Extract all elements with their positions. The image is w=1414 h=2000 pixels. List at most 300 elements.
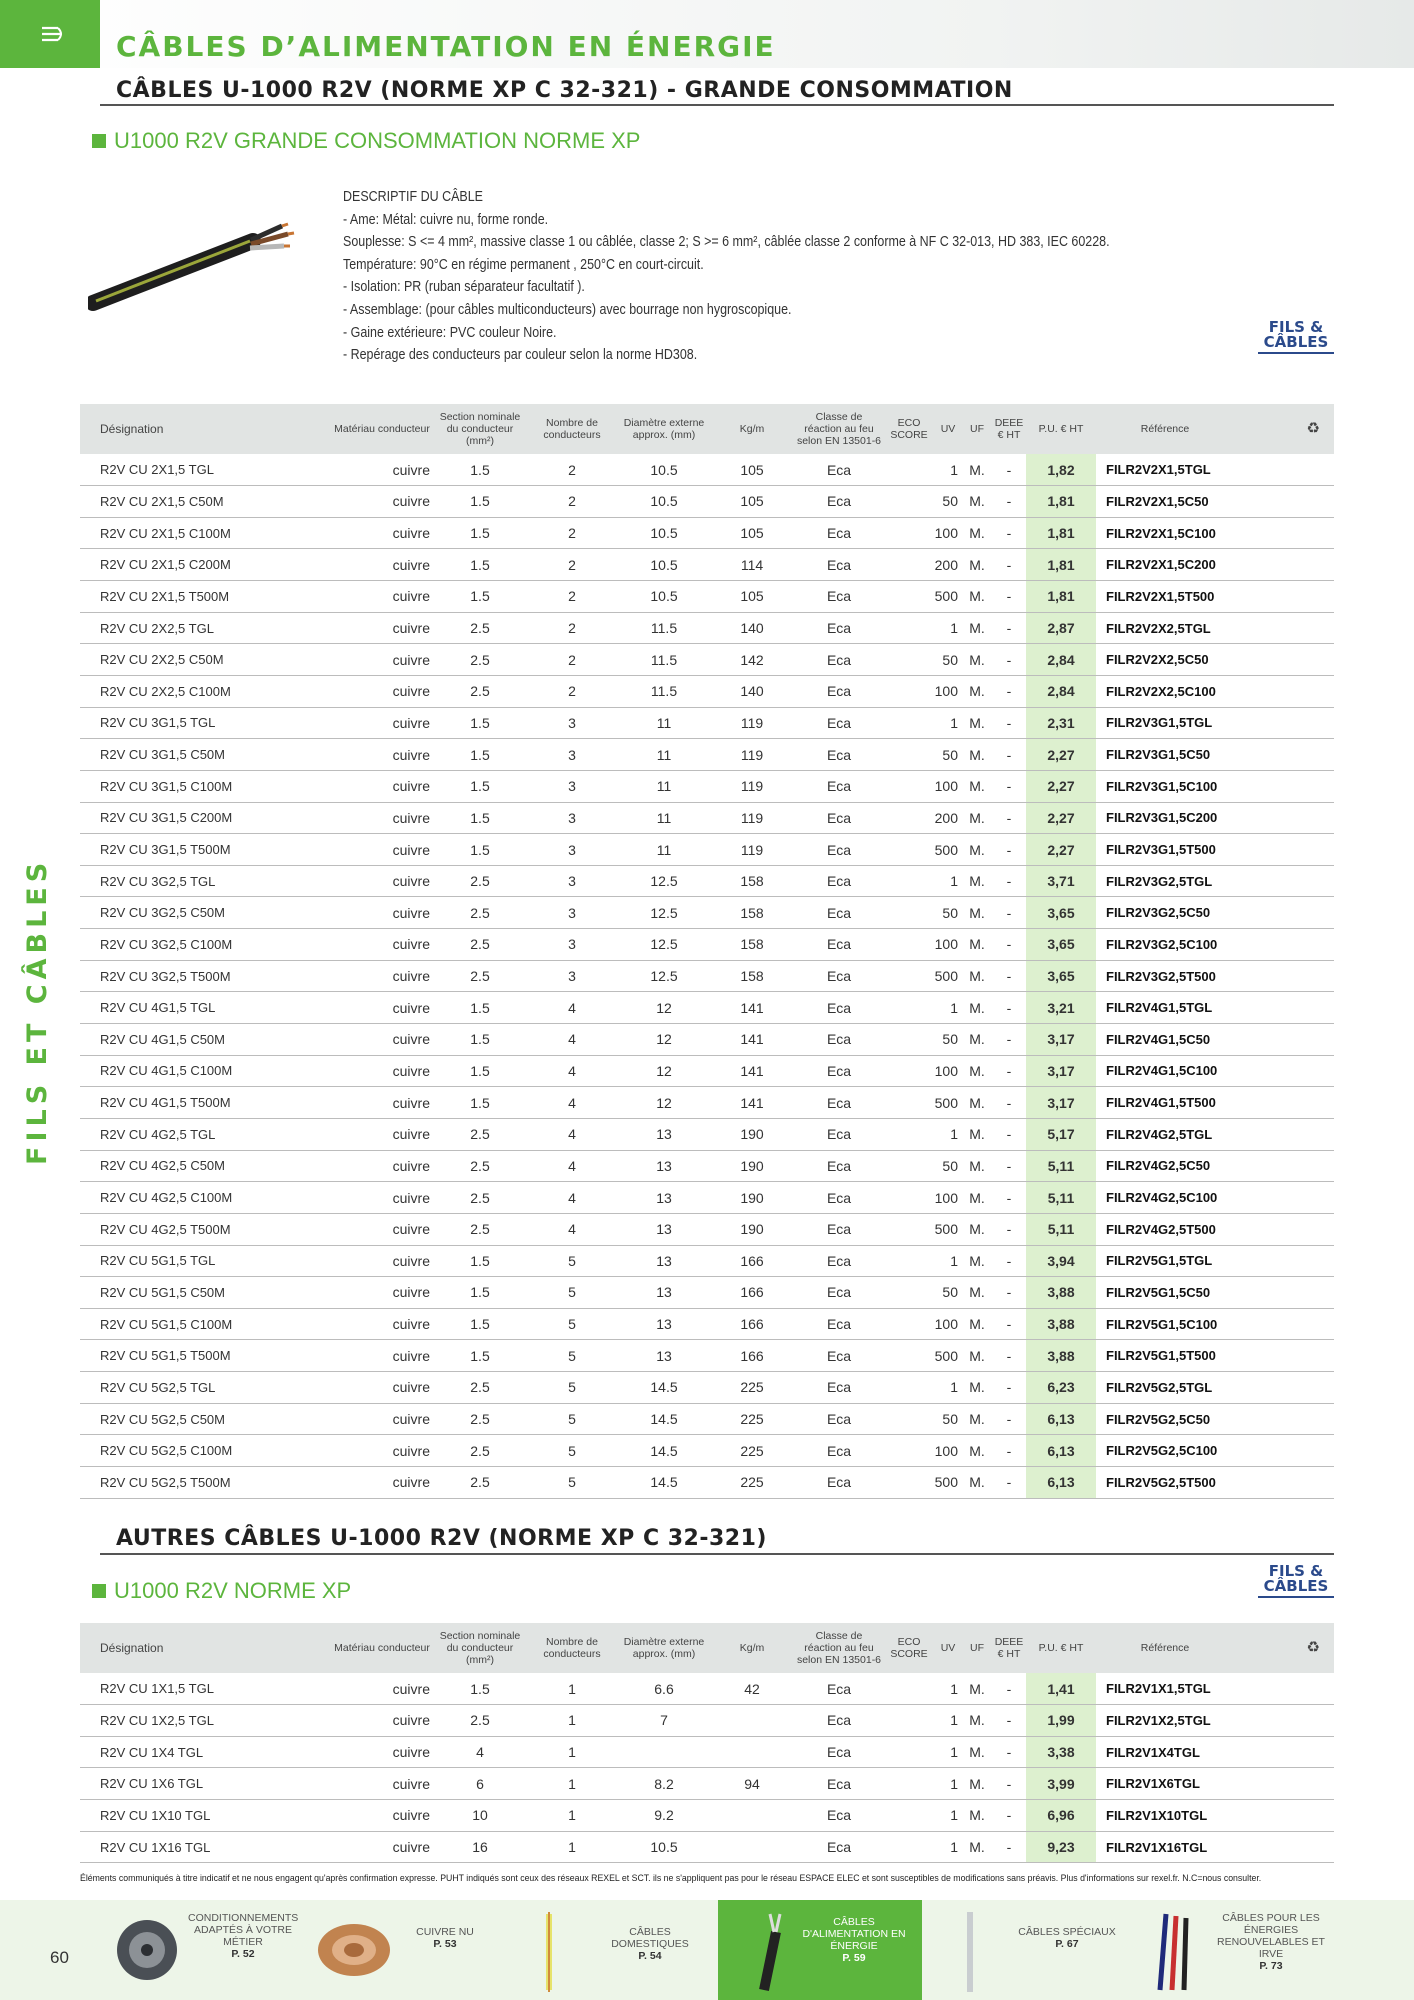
cell-reference: FILR2V2X2,5TGL: [1096, 612, 1234, 644]
table-row: [80, 802, 1334, 834]
cell-deee: -: [992, 486, 1026, 518]
table-row: [80, 1768, 1334, 1800]
cell-material: cuivre: [330, 1467, 434, 1499]
cell-eco-score: [884, 897, 934, 929]
cell-material: cuivre: [330, 1673, 434, 1705]
cell-fire-class: Eca: [794, 644, 884, 676]
col-eco-score: ECO SCORE: [884, 404, 934, 454]
nav-label: CÂBLES POUR LES ÉNERGIES RENOUVELABLES ET IRVE: [1217, 1912, 1325, 1960]
cell-material: cuivre: [330, 992, 434, 1024]
col-section: Section nominale du conducteur (mm²): [434, 404, 526, 454]
cell-reference: FILR2V1X2,5TGL: [1096, 1705, 1234, 1737]
cell-fire-class: Eca: [794, 1403, 884, 1435]
cell-deee: -: [992, 1150, 1026, 1182]
cell-uf: M.: [962, 1673, 992, 1705]
table-row: [80, 1673, 1334, 1705]
description-line: - Assemblage: (pour câbles multiconducteurs) avec bourrage non hygroscopique.: [343, 301, 792, 318]
col-material: Matériau conducteur: [330, 1623, 434, 1673]
cell-eco-score: [884, 1150, 934, 1182]
cell-empty: [1234, 1150, 1334, 1182]
disclaimer-footnote: Éléments communiqués à titre indicatif et ne nous engagent qu'après confirmation expresse. PUHT indiqués sont ceux des réseaux REXEL et SCT. ils ne s'appliquent pas pour le réseau ESPACE ELEC et sont susceptibles de modifications sans préavis. Plus d'informations sur rexel.fr. N.C=nous consulter.: [80, 1873, 1262, 1884]
cell-uf: M.: [962, 486, 992, 518]
col-uf: UF: [962, 1623, 992, 1673]
col-conductors: Nombre de conducteurs: [526, 1623, 618, 1673]
cell-empty: [1234, 739, 1334, 771]
cell-conductors: 3: [526, 929, 618, 961]
square-bullet-icon: [92, 1584, 106, 1598]
nav-cables-speciaux[interactable]: [922, 1900, 1122, 2000]
cell-price: 1,99: [1026, 1705, 1096, 1737]
cell-uv: 1: [934, 1673, 962, 1705]
cell-reference: FILR2V2X1,5TGL: [1096, 454, 1234, 486]
cell-uv: 500: [934, 581, 962, 613]
cell-eco-score: [884, 1340, 934, 1372]
cell-diameter: 8.2: [618, 1768, 710, 1800]
cell-diameter: 12.5: [618, 865, 710, 897]
cell-section: 2.5: [434, 897, 526, 929]
cell-conductors: 3: [526, 897, 618, 929]
cell-section: 2.5: [434, 1213, 526, 1245]
cell-uf: M.: [962, 1182, 992, 1214]
recycle-icon: ♻: [1234, 1623, 1334, 1673]
cell-uv: 200: [934, 549, 962, 581]
cell-reference: FILR2V4G2,5C100: [1096, 1182, 1234, 1214]
cell-price: 6,13: [1026, 1403, 1096, 1435]
cell-designation: R2V CU 3G1,5 C100M: [80, 770, 330, 802]
cell-uv: 50: [934, 644, 962, 676]
cell-material: cuivre: [330, 1308, 434, 1340]
table-row: [80, 897, 1334, 929]
cell-kgm: 166: [710, 1245, 794, 1277]
cell-uv: 100: [934, 1308, 962, 1340]
cell-material: cuivre: [330, 454, 434, 486]
cell-designation: R2V CU 5G1,5 TGL: [80, 1245, 330, 1277]
table-row: [80, 1403, 1334, 1435]
table-row: [80, 1340, 1334, 1372]
cell-reference: FILR2V5G1,5TGL: [1096, 1245, 1234, 1277]
cell-section: 1.5: [434, 834, 526, 866]
cell-reference: FILR2V1X16TGL: [1096, 1831, 1234, 1863]
cell-conductors: 5: [526, 1372, 618, 1404]
col-eco-score: ECO SCORE: [884, 1623, 934, 1673]
cell-designation: R2V CU 5G2,5 C100M: [80, 1435, 330, 1467]
cell-uf: M.: [962, 1372, 992, 1404]
cell-conductors: 1: [526, 1768, 618, 1800]
cell-fire-class: Eca: [794, 960, 884, 992]
cell-section: 6: [434, 1768, 526, 1800]
nav-label: CÂBLES SPÉCIAUX: [1018, 1926, 1116, 1938]
cell-empty: [1234, 1277, 1334, 1309]
cell-designation: R2V CU 2X1,5 C50M: [80, 486, 330, 518]
cell-deee: -: [992, 581, 1026, 613]
cell-fire-class: Eca: [794, 1245, 884, 1277]
cell-material: cuivre: [330, 1705, 434, 1737]
cell-deee: -: [992, 802, 1026, 834]
cell-diameter: 14.5: [618, 1403, 710, 1435]
nav-label: CUIVRE NU: [416, 1926, 474, 1938]
cell-conductors: 1: [526, 1736, 618, 1768]
cell-material: cuivre: [330, 897, 434, 929]
cell-conductors: 4: [526, 1055, 618, 1087]
cell-deee: -: [992, 1245, 1026, 1277]
col-uv: UV: [934, 1623, 962, 1673]
cell-designation: R2V CU 1X10 TGL: [80, 1800, 330, 1832]
cell-conductors: 4: [526, 1118, 618, 1150]
cell-uf: M.: [962, 454, 992, 486]
cell-eco-score: [884, 865, 934, 897]
cell-material: cuivre: [330, 1340, 434, 1372]
cell-fire-class: Eca: [794, 802, 884, 834]
cell-fire-class: Eca: [794, 612, 884, 644]
cell-price: 2,27: [1026, 770, 1096, 802]
cell-material: cuivre: [330, 1055, 434, 1087]
cell-fire-class: Eca: [794, 675, 884, 707]
cell-designation: R2V CU 3G2,5 C50M: [80, 897, 330, 929]
cell-kgm: [710, 1800, 794, 1832]
cell-empty: [1234, 1055, 1334, 1087]
cell-uf: M.: [962, 770, 992, 802]
cell-deee: -: [992, 454, 1026, 486]
cell-material: cuivre: [330, 1800, 434, 1832]
cell-deee: -: [992, 1800, 1026, 1832]
table-row: [80, 1182, 1334, 1214]
cell-uf: M.: [962, 1768, 992, 1800]
cell-price: 1,81: [1026, 486, 1096, 518]
cell-reference: FILR2V5G2,5TGL: [1096, 1372, 1234, 1404]
cell-eco-score: [884, 581, 934, 613]
cell-conductors: 3: [526, 834, 618, 866]
cell-material: cuivre: [330, 1403, 434, 1435]
cell-price: 3,21: [1026, 992, 1096, 1024]
cell-conductors: 3: [526, 865, 618, 897]
col-uf: UF: [962, 404, 992, 454]
cell-empty: [1234, 1340, 1334, 1372]
cell-designation: R2V CU 4G1,5 C100M: [80, 1055, 330, 1087]
cell-fire-class: Eca: [794, 1467, 884, 1499]
cell-kgm: 225: [710, 1435, 794, 1467]
cell-deee: -: [992, 1182, 1026, 1214]
cell-material: cuivre: [330, 1087, 434, 1119]
cell-fire-class: Eca: [794, 1673, 884, 1705]
cell-material: cuivre: [330, 1736, 434, 1768]
cell-section: 1.5: [434, 1673, 526, 1705]
table-row: [80, 1118, 1334, 1150]
domestic-cable-icon: [540, 1912, 560, 1992]
cell-diameter: 10.5: [618, 454, 710, 486]
cell-reference: FILR2V3G2,5T500: [1096, 960, 1234, 992]
cell-deee: -: [992, 1277, 1026, 1309]
table-header-row: [80, 1623, 1334, 1673]
cell-price: 3,17: [1026, 1055, 1096, 1087]
cell-reference: FILR2V2X1,5C100: [1096, 517, 1234, 549]
cell-uf: M.: [962, 897, 992, 929]
cell-kgm: 140: [710, 675, 794, 707]
cell-kgm: 141: [710, 992, 794, 1024]
cell-diameter: 13: [618, 1150, 710, 1182]
cell-empty: [1234, 1245, 1334, 1277]
cell-kgm: 105: [710, 486, 794, 518]
cell-fire-class: Eca: [794, 865, 884, 897]
cell-deee: -: [992, 1340, 1026, 1372]
cell-kgm: 119: [710, 834, 794, 866]
col-price: P.U. € HT: [1026, 404, 1096, 454]
cell-reference: FILR2V3G1,5T500: [1096, 834, 1234, 866]
cell-reference: FILR2V2X2,5C100: [1096, 675, 1234, 707]
cell-uf: M.: [962, 960, 992, 992]
cell-conductors: 1: [526, 1673, 618, 1705]
cell-kgm: 190: [710, 1150, 794, 1182]
table-row: [80, 675, 1334, 707]
cable-icon: [40, 24, 66, 44]
cell-price: 3,88: [1026, 1277, 1096, 1309]
cell-price: 5,11: [1026, 1150, 1096, 1182]
special-cable-icon: [962, 1912, 978, 1992]
cell-empty: [1234, 1182, 1334, 1214]
cell-uf: M.: [962, 1435, 992, 1467]
cell-uf: M.: [962, 1055, 992, 1087]
cell-fire-class: Eca: [794, 1118, 884, 1150]
cell-section: 2.5: [434, 1150, 526, 1182]
table-row: [80, 517, 1334, 549]
cell-kgm: 190: [710, 1182, 794, 1214]
cell-kgm: 141: [710, 1087, 794, 1119]
cell-kgm: 119: [710, 770, 794, 802]
cell-empty: [1234, 1024, 1334, 1056]
cell-diameter: 11.5: [618, 675, 710, 707]
cell-material: cuivre: [330, 739, 434, 771]
cell-designation: R2V CU 3G2,5 C100M: [80, 929, 330, 961]
cell-uv: 1: [934, 1831, 962, 1863]
cell-designation: R2V CU 3G1,5 T500M: [80, 834, 330, 866]
cell-diameter: 12: [618, 992, 710, 1024]
cell-section: 2.5: [434, 1372, 526, 1404]
cell-eco-score: [884, 802, 934, 834]
cell-empty: [1234, 612, 1334, 644]
cell-uv: 1: [934, 1245, 962, 1277]
renewable-cable-icon: [1152, 1910, 1202, 1994]
cell-uf: M.: [962, 1403, 992, 1435]
cell-fire-class: Eca: [794, 1800, 884, 1832]
cell-fire-class: Eca: [794, 1213, 884, 1245]
cell-fire-class: Eca: [794, 1277, 884, 1309]
col-fire-class: Classe de réaction au feu selon EN 13501-6: [794, 404, 884, 454]
cell-conductors: 3: [526, 802, 618, 834]
cell-designation: R2V CU 3G1,5 C200M: [80, 802, 330, 834]
cell-kgm: 105: [710, 581, 794, 613]
cell-diameter: 11: [618, 707, 710, 739]
cell-fire-class: Eca: [794, 1372, 884, 1404]
cell-diameter: 12.5: [618, 960, 710, 992]
cell-eco-score: [884, 1372, 934, 1404]
cell-deee: -: [992, 707, 1026, 739]
table-row: [80, 707, 1334, 739]
cell-kgm: 158: [710, 865, 794, 897]
cell-uf: M.: [962, 1150, 992, 1182]
cell-reference: FILR2V3G2,5C50: [1096, 897, 1234, 929]
table-row: [80, 1087, 1334, 1119]
cell-uf: M.: [962, 739, 992, 771]
cell-diameter: 11: [618, 834, 710, 866]
cable-reel-icon: [112, 1914, 182, 1988]
cell-kgm: 119: [710, 802, 794, 834]
cell-kgm: 158: [710, 897, 794, 929]
col-price: P.U. € HT: [1026, 1623, 1096, 1673]
cell-price: 1,82: [1026, 454, 1096, 486]
cell-material: cuivre: [330, 1150, 434, 1182]
cell-uv: 100: [934, 1182, 962, 1214]
cell-section: 4: [434, 1736, 526, 1768]
cell-uv: 500: [934, 1087, 962, 1119]
cell-uv: 1: [934, 707, 962, 739]
table-row: [80, 644, 1334, 676]
cell-conductors: 5: [526, 1277, 618, 1309]
col-diameter: Diamètre externe approx. (mm): [618, 1623, 710, 1673]
cell-uv: 500: [934, 960, 962, 992]
cell-material: cuivre: [330, 707, 434, 739]
cell-deee: -: [992, 770, 1026, 802]
cell-price: 3,88: [1026, 1308, 1096, 1340]
cell-section: 10: [434, 1800, 526, 1832]
cell-conductors: 3: [526, 960, 618, 992]
cell-diameter: 7: [618, 1705, 710, 1737]
cell-designation: R2V CU 2X1,5 T500M: [80, 581, 330, 613]
cell-eco-score: [884, 1673, 934, 1705]
cell-eco-score: [884, 675, 934, 707]
table-row: [80, 929, 1334, 961]
cell-eco-score: [884, 960, 934, 992]
cell-uv: 50: [934, 1277, 962, 1309]
cell-price: 2,84: [1026, 675, 1096, 707]
cell-conductors: 2: [526, 486, 618, 518]
cell-uv: 100: [934, 770, 962, 802]
nav-cables-alimentation[interactable]: [718, 1900, 922, 2000]
cell-diameter: 13: [618, 1308, 710, 1340]
table-row: [80, 454, 1334, 486]
cell-designation: R2V CU 4G2,5 C50M: [80, 1150, 330, 1182]
cell-deee: -: [992, 1768, 1026, 1800]
col-designation: Désignation: [80, 404, 330, 454]
cell-empty: [1234, 486, 1334, 518]
cell-kgm: 158: [710, 960, 794, 992]
cell-diameter: 11: [618, 802, 710, 834]
cell-deee: -: [992, 1213, 1026, 1245]
cell-material: cuivre: [330, 517, 434, 549]
power-cable-icon: [756, 1912, 786, 1992]
cell-empty: [1234, 1435, 1334, 1467]
cell-section: 1.5: [434, 1308, 526, 1340]
cell-uf: M.: [962, 1118, 992, 1150]
cell-section: 2.5: [434, 644, 526, 676]
cell-price: 6,13: [1026, 1435, 1096, 1467]
cell-uf: M.: [962, 517, 992, 549]
cell-deee: -: [992, 644, 1026, 676]
col-reference: Référence: [1096, 404, 1234, 454]
cell-conductors: 2: [526, 612, 618, 644]
cell-reference: FILR2V2X1,5C200: [1096, 549, 1234, 581]
cell-reference: FILR2V2X1,5T500: [1096, 581, 1234, 613]
category-logo: [0, 0, 100, 68]
cell-material: cuivre: [330, 1277, 434, 1309]
cell-uv: 50: [934, 1024, 962, 1056]
nav-conditionnements[interactable]: [100, 1900, 300, 2000]
cell-empty: [1234, 770, 1334, 802]
cell-material: cuivre: [330, 802, 434, 834]
cell-fire-class: Eca: [794, 1831, 884, 1863]
cell-deee: -: [992, 865, 1026, 897]
nav-cables-energies-renouvelables[interactable]: [1122, 1900, 1414, 2000]
cell-reference: FILR2V5G1,5T500: [1096, 1340, 1234, 1372]
cell-conductors: 4: [526, 1150, 618, 1182]
cell-eco-score: [884, 834, 934, 866]
cell-uv: 50: [934, 1403, 962, 1435]
description-line: - Ame: Métal: cuivre nu, forme ronde.: [343, 211, 549, 228]
cell-uv: 100: [934, 517, 962, 549]
cell-diameter: 13: [618, 1213, 710, 1245]
cell-section: 1.5: [434, 454, 526, 486]
cell-empty: [1234, 1372, 1334, 1404]
cell-eco-score: [884, 1736, 934, 1768]
cell-section: 1.5: [434, 1087, 526, 1119]
cell-fire-class: Eca: [794, 517, 884, 549]
table-row: [80, 960, 1334, 992]
cell-designation: R2V CU 3G1,5 TGL: [80, 707, 330, 739]
cell-diameter: 10.5: [618, 581, 710, 613]
cell-diameter: 12: [618, 1055, 710, 1087]
nav-cuivre-nu[interactable]: [300, 1900, 500, 2000]
cell-eco-score: [884, 1308, 934, 1340]
description-line: - Gaine extérieure: PVC couleur Noire.: [343, 324, 557, 341]
nav-cables-domestiques[interactable]: [500, 1900, 718, 2000]
cell-uf: M.: [962, 675, 992, 707]
col-section: Section nominale du conducteur (mm²): [434, 1623, 526, 1673]
fils-cables-logo: FILS & CÂBLES: [1258, 320, 1334, 354]
cell-section: 1.5: [434, 1277, 526, 1309]
cell-empty: [1234, 929, 1334, 961]
table-row: [80, 865, 1334, 897]
cell-material: cuivre: [330, 1435, 434, 1467]
cell-price: 6,13: [1026, 1467, 1096, 1499]
cell-empty: [1234, 549, 1334, 581]
cell-eco-score: [884, 612, 934, 644]
cell-conductors: 3: [526, 707, 618, 739]
cell-designation: R2V CU 5G2,5 T500M: [80, 1467, 330, 1499]
cell-conductors: 5: [526, 1435, 618, 1467]
cell-designation: R2V CU 2X2,5 TGL: [80, 612, 330, 644]
cell-fire-class: Eca: [794, 1087, 884, 1119]
table-row: [80, 1800, 1334, 1832]
section1-subheading: U1000 R2V GRANDE CONSOMMATION NORME XP: [92, 128, 640, 154]
cell-fire-class: Eca: [794, 1340, 884, 1372]
cell-reference: FILR2V3G2,5C100: [1096, 929, 1234, 961]
cell-uf: M.: [962, 992, 992, 1024]
cell-deee: -: [992, 1087, 1026, 1119]
cell-uf: M.: [962, 549, 992, 581]
description-line: Souplesse: S <= 4 mm², massive classe 1 ou câblée, classe 2; S >= 6 mm², câblée classe 2 conforme à NF C 32-013, HD 383, IEC 60228.: [343, 234, 1110, 251]
cell-diameter: 13: [618, 1277, 710, 1309]
cell-empty: [1234, 1705, 1334, 1737]
cell-deee: -: [992, 992, 1026, 1024]
cell-section: 1.5: [434, 581, 526, 613]
cell-material: cuivre: [330, 1372, 434, 1404]
col-material: Matériau conducteur: [330, 404, 434, 454]
cell-price: 9,23: [1026, 1831, 1096, 1863]
cell-fire-class: Eca: [794, 897, 884, 929]
cell-deee: -: [992, 517, 1026, 549]
cell-kgm: 190: [710, 1213, 794, 1245]
cell-price: 2,31: [1026, 707, 1096, 739]
cell-designation: R2V CU 5G1,5 C50M: [80, 1277, 330, 1309]
cell-price: 1,41: [1026, 1673, 1096, 1705]
